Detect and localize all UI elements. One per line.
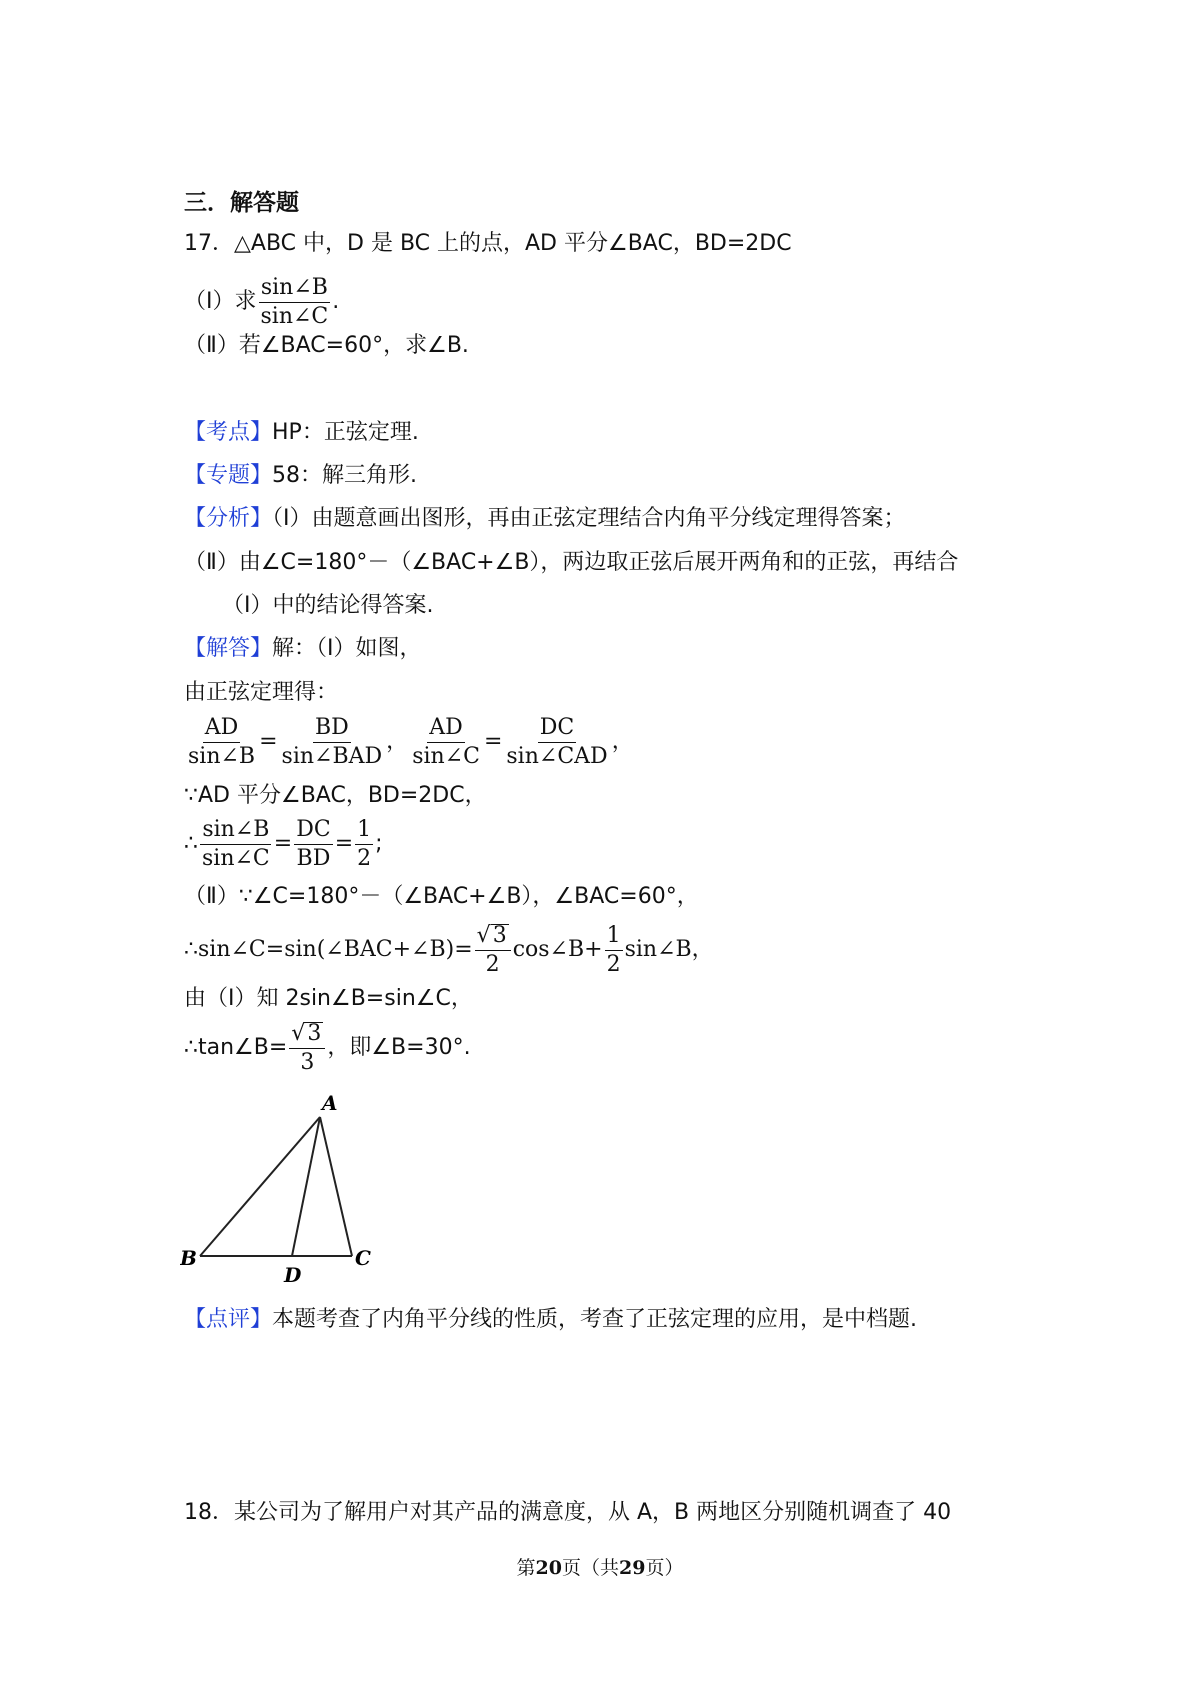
- fraction-denominator: sin∠B: [188, 743, 256, 769]
- q17-part2: （Ⅱ）若∠BAC=60°，求∠B.: [184, 333, 469, 358]
- footer-total-pages: 29: [619, 1557, 646, 1579]
- fraction-numerator: sin∠B: [200, 817, 271, 845]
- equation-prefix: ∴sin∠C=sin(∠BAC+∠B)=: [184, 937, 473, 962]
- equals-sign: =: [483, 729, 503, 754]
- equation-middle: cos∠B+: [512, 937, 603, 962]
- vertex-label-b: B: [180, 1246, 197, 1270]
- fraction: [475, 923, 511, 978]
- vertex-label-c: C: [355, 1246, 371, 1270]
- fraction: [186, 715, 257, 770]
- fraction-denominator: 2: [485, 951, 500, 977]
- q18-stem: 18．某公司为了解用户对其产品的满意度，从 A，B 两地区分别随机调查了 40: [184, 1500, 952, 1525]
- fraction-denominator: sin∠C: [260, 303, 329, 329]
- q17-part1: [184, 274, 339, 330]
- kaodian-text: HP：正弦定理.: [272, 420, 419, 445]
- fraction: [289, 1021, 325, 1076]
- fraction-numerator: sin∠B: [259, 275, 330, 303]
- q17-part1-prefix: （Ⅰ）求: [184, 289, 257, 314]
- q17-part1-suffix: .: [332, 289, 340, 314]
- dianping-text: 本题考查了内角平分线的性质，考查了正弦定理的应用，是中档题.: [272, 1307, 918, 1332]
- fraction: [355, 817, 373, 872]
- jieda-line2: 由正弦定理得：: [184, 680, 339, 705]
- equals-sign: =: [259, 729, 278, 754]
- side-ac: [320, 1117, 352, 1256]
- radical-sign: √: [476, 922, 491, 948]
- jieda-text1: 解：（Ⅰ）如图，: [272, 636, 422, 661]
- fraction-numerator: BD: [313, 715, 351, 743]
- radicand: 3: [492, 922, 507, 948]
- fraction-numerator: DC: [294, 817, 332, 845]
- fenxi-text1: （Ⅰ）由题意画出图形，再由正弦定理结合内角平分线定理得答案；: [272, 506, 906, 531]
- fraction: [294, 817, 332, 872]
- zhuanti-line: [184, 461, 417, 491]
- vertex-label-a: A: [322, 1091, 338, 1115]
- page-footer: [0, 1553, 1200, 1580]
- jieda-tag: 【解答】: [184, 636, 273, 661]
- jieda-line3: ∵AD 平分∠BAC，BD=2DC，: [184, 783, 487, 808]
- fraction-numerator: 1: [605, 923, 623, 951]
- equals-sign: =: [334, 831, 354, 856]
- footer-pre: 第: [516, 1557, 536, 1579]
- therefore-symbol: ∴: [184, 831, 198, 856]
- fenxi-line3: （Ⅰ）中的结论得答案.: [222, 593, 434, 618]
- equation-prefix: ∴tan∠B=: [184, 1035, 288, 1060]
- side-ab: [200, 1117, 320, 1256]
- fraction-denominator: sin∠CAD: [506, 743, 608, 769]
- jieda-line1: [184, 634, 422, 664]
- section-title: 三．解答题: [184, 190, 299, 216]
- equation-end: ，即∠B=30°.: [327, 1035, 471, 1060]
- fraction-denominator: sin∠C: [202, 845, 270, 871]
- jieda-line4: （Ⅱ）∵∠C=180°－（∠BAC+∠B），∠BAC=60°，: [184, 884, 699, 909]
- footer-page-number: 20: [535, 1557, 562, 1579]
- q17-stem: 17．△ABC 中，D 是 BC 上的点，AD 平分∠BAC，BD=2DC: [184, 231, 792, 256]
- equation-tan-b: [184, 1016, 471, 1080]
- fraction: [504, 715, 609, 770]
- fraction-numerator: [289, 1021, 325, 1049]
- fraction-numerator: 1: [355, 817, 373, 845]
- vertex-label-d: D: [284, 1263, 302, 1287]
- footer-mid: 页（共: [561, 1557, 619, 1579]
- fraction-numerator: AD: [203, 715, 241, 743]
- segment-ad: [292, 1117, 320, 1256]
- radical-sign: √: [291, 1020, 306, 1046]
- radicand: 3: [307, 1020, 322, 1046]
- q17-part1-fraction: [259, 275, 331, 330]
- dianping-tag: 【点评】: [184, 1307, 273, 1332]
- fenxi-tag: 【分析】: [184, 506, 273, 531]
- fraction: [280, 715, 385, 770]
- equation-end: ，: [611, 729, 634, 754]
- fenxi-line1: [184, 504, 906, 534]
- dianping-line: [184, 1305, 917, 1335]
- equation-sin-c: [184, 918, 714, 982]
- sqrt: [477, 924, 509, 947]
- fraction-numerator: DC: [538, 715, 576, 743]
- equation-end: sin∠B，: [624, 937, 714, 962]
- kaodian-tag: 【考点】: [184, 420, 273, 445]
- fraction-denominator: 2: [357, 845, 372, 871]
- zhuanti-text: 58：解三角形.: [272, 463, 418, 488]
- fraction-numerator: AD: [427, 715, 465, 743]
- fraction: [410, 715, 482, 770]
- fraction: [200, 817, 272, 872]
- equation-ratio: [184, 814, 383, 874]
- fraction-denominator: 2: [606, 951, 621, 977]
- sqrt: [291, 1022, 323, 1045]
- fenxi-line2: （Ⅱ）由∠C=180°－（∠BAC+∠B），两边取正弦后展开两角和的正弦，再结合: [184, 550, 959, 575]
- fraction-denominator: sin∠C: [412, 743, 480, 769]
- equation-end: ;: [375, 831, 383, 856]
- equation-sine-law: [184, 712, 634, 772]
- fraction-denominator: BD: [296, 845, 331, 871]
- footer-post: 页）: [645, 1557, 684, 1579]
- fraction-numerator: [475, 923, 511, 951]
- fraction-denominator: 3: [300, 1049, 315, 1075]
- fraction: [605, 923, 623, 978]
- equals-sign: =: [273, 831, 293, 856]
- zhuanti-tag: 【专题】: [184, 463, 273, 488]
- fraction-denominator: sin∠BAD: [281, 743, 383, 769]
- kaodian-line: [184, 418, 419, 448]
- triangle-figure: [180, 1088, 400, 1288]
- jieda-line5: 由（Ⅰ）知 2sin∠B=sin∠C，: [184, 986, 473, 1011]
- separator: ，: [386, 729, 409, 754]
